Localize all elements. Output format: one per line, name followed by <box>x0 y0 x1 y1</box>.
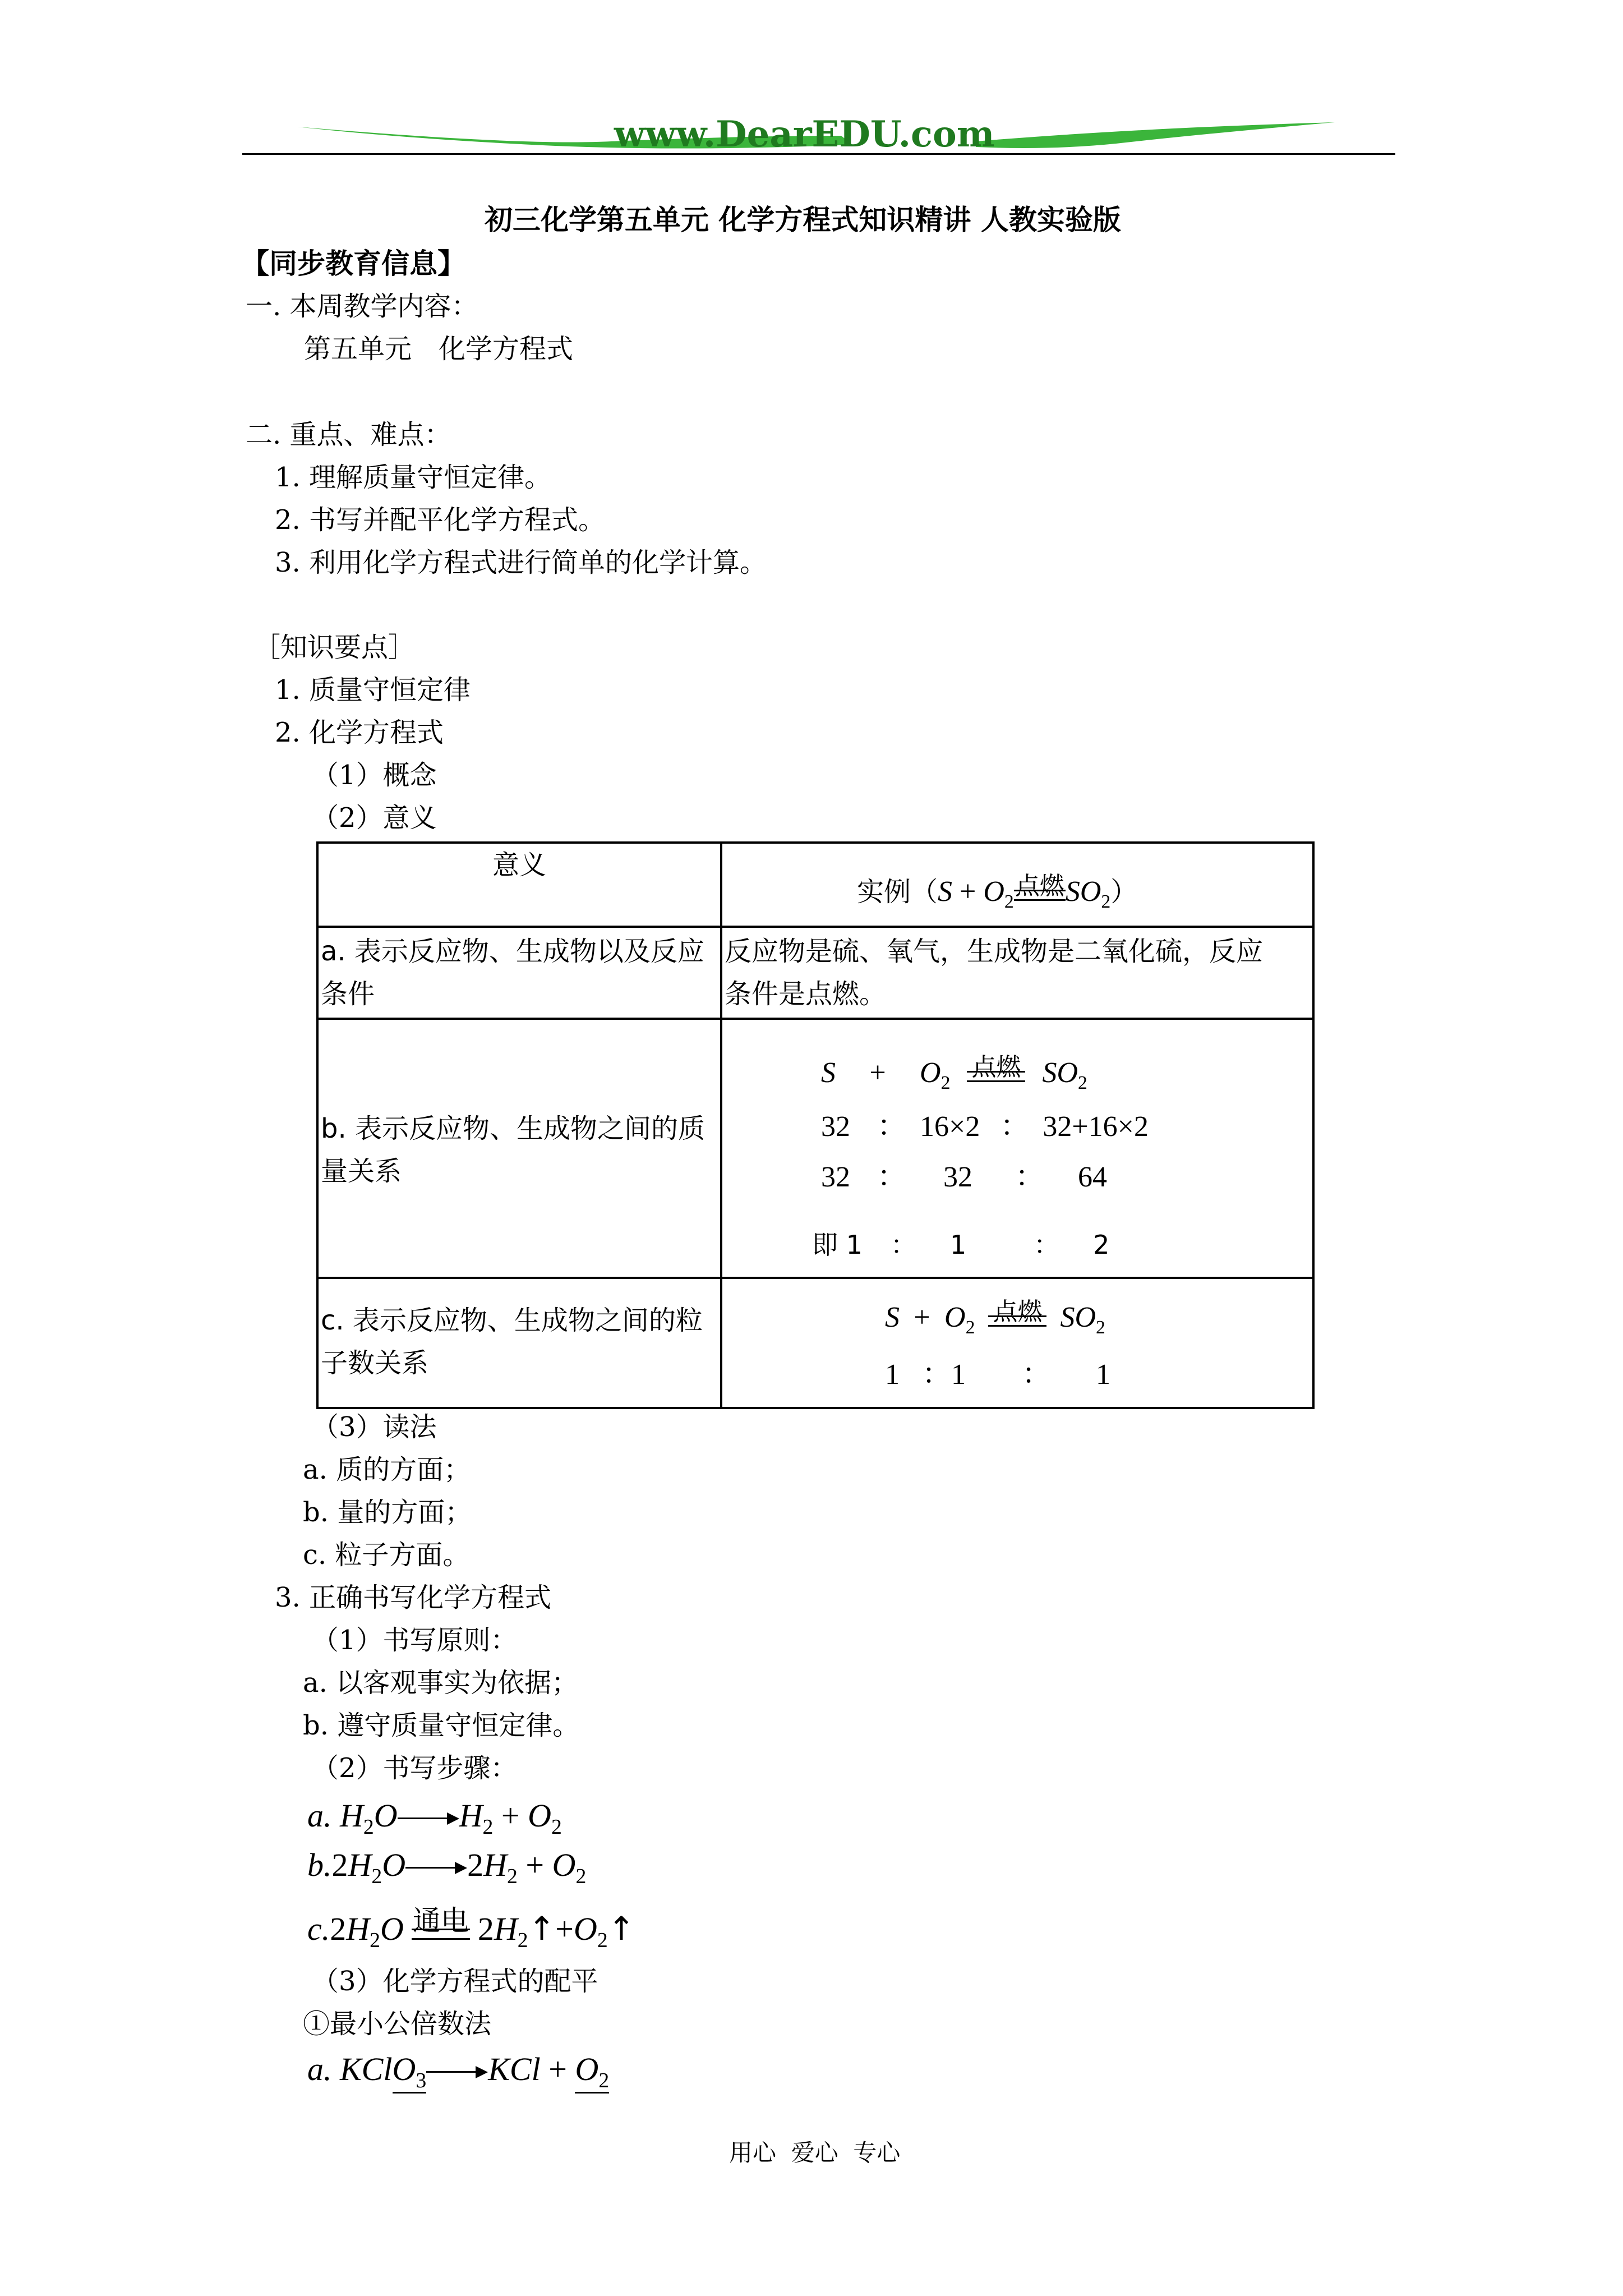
mass1-sep1: ： <box>877 1111 907 1143</box>
row-b-mass-line1 <box>821 1107 1149 1147</box>
mass3-b: 1 <box>949 1230 967 1260</box>
row-a-left-line2: 条件 <box>321 978 375 1010</box>
mass2-a: 32 <box>821 1161 850 1193</box>
mass3-sep1: ： <box>890 1230 916 1260</box>
s2-item-1: 1. 理解质量守恒定律。 <box>275 462 552 493</box>
table-header-example <box>721 843 1313 927</box>
example-prefix: 实例（ <box>857 876 938 908</box>
writing-heading: 3. 正确书写化学方程式 <box>275 1582 552 1613</box>
row-b-mass-line2 <box>821 1158 1107 1197</box>
condition-label: 点燃 <box>1015 872 1064 900</box>
particle-c: 1 <box>1096 1359 1111 1391</box>
knowledge-point-2-1: （1）概念 <box>312 760 437 791</box>
mass2-c: 64 <box>1078 1161 1108 1193</box>
table-header-meaning-text: 意义 <box>492 849 547 881</box>
table-row-c-left <box>317 1278 721 1408</box>
mass1-c: 32+16×2 <box>1043 1111 1149 1143</box>
row-b-condition: 点燃 <box>971 1053 1021 1082</box>
principle-a: a. 以客观事实为依据； <box>303 1667 579 1699</box>
table-row-b-right <box>721 1019 1313 1278</box>
page-title: 初三化学第五单元 化学方程式知识精讲 人教实验版 <box>485 204 1121 236</box>
knowledge-point-1: 1. 质量守恒定律 <box>275 674 471 706</box>
particle-sep: ： <box>1022 1359 1052 1391</box>
steps-heading: （2）书写步骤： <box>312 1752 518 1784</box>
row-b-mass-line3 <box>812 1225 1109 1264</box>
logo-text: www.DearEDU.com <box>614 113 995 155</box>
mass1-sep2: ： <box>1000 1111 1030 1143</box>
section-sync-heading: 【同步教育信息】 <box>241 247 465 280</box>
row-b-left-line2: 量关系 <box>321 1156 402 1187</box>
mass2-sep2: ： <box>1015 1161 1045 1193</box>
page-footer: 用心 爱心 专心 <box>729 2139 901 2166</box>
principle-heading: （1）书写原则： <box>312 1625 518 1656</box>
reading-item-c: c. 粒子方面。 <box>303 1539 470 1571</box>
mass1-b: 16×2 <box>920 1111 980 1143</box>
table-row-c-right <box>721 1278 1313 1408</box>
row-c-particle-line <box>885 1355 1110 1395</box>
mass3-a: 即 1 <box>812 1230 863 1260</box>
row-c-equation: $S + O_2$ 点燃 $SO_2$ <box>885 1297 1105 1338</box>
table-row-b-left <box>317 1019 721 1278</box>
electrolysis-label: 通电 <box>412 1904 469 1937</box>
meaning-table <box>316 841 1315 1409</box>
table-row-a-left <box>317 927 721 1019</box>
row-a-left-line1: a. 表示反应物、生成物以及反应 <box>321 936 704 967</box>
principle-b: b. 遵守质量守恒定律。 <box>303 1710 580 1741</box>
mass3-sep2: ： <box>1034 1230 1060 1260</box>
mass3-c: 2 <box>1093 1230 1110 1260</box>
reading-item-b: b. 量的方面； <box>303 1497 472 1528</box>
mass1-a: 32 <box>821 1111 850 1143</box>
row-c-left-line2: 子数关系 <box>321 1347 429 1379</box>
particle-b: ：1 <box>922 1359 966 1391</box>
mass2-sep1: ： <box>877 1161 907 1193</box>
knowledge-heading: ［知识要点］ <box>253 632 416 663</box>
lcm-equation: a. KClO$_3$ KCl + $O_2$ <box>307 2051 610 2093</box>
lcm-method: ①最小公倍数法 <box>303 2008 492 2040</box>
step-b-equation: $b.2H_2O$ $2H_2 + O_2$ <box>307 1847 587 1889</box>
row-c-condition: 点燃 <box>993 1297 1043 1326</box>
s1-content: 第五单元 化学方程式 <box>304 333 574 365</box>
row-b-left-line1: b. 表示反应物、生成物之间的质 <box>321 1113 705 1144</box>
example-suffix: ） <box>1110 876 1138 908</box>
s2-item-3: 3. 利用化学方程式进行简单的化学计算。 <box>275 547 767 578</box>
header-rule <box>242 153 1395 155</box>
particle-a: 1 <box>885 1359 900 1391</box>
s1-heading: 一. 本周教学内容： <box>246 291 478 322</box>
table-header-example-eq: 实例（$S + O_2$ 点燃 $SO_2$） <box>857 872 1138 912</box>
knowledge-point-2-2: （2）意义 <box>312 802 437 834</box>
reading-heading: （3）读法 <box>312 1411 437 1443</box>
knowledge-point-2: 2. 化学方程式 <box>275 717 444 748</box>
row-a-right-line2: 条件是点燃。 <box>725 978 887 1010</box>
row-b-equation: $S + O_2$ 点燃 $SO_2$ <box>821 1053 1087 1093</box>
step-a-equation: a. $H_2O$ $H_2 + O_2$ <box>307 1797 562 1839</box>
s2-heading: 二. 重点、难点： <box>246 419 451 450</box>
balance-heading: （3）化学方程式的配平 <box>312 1966 598 1997</box>
reading-item-a: a. 质的方面； <box>303 1454 471 1485</box>
row-c-left-line1: c. 表示反应物、生成物之间的粒 <box>321 1305 703 1336</box>
s2-item-2: 2. 书写并配平化学方程式。 <box>275 504 606 536</box>
mass2-b: 32 <box>943 1161 973 1193</box>
row-a-right-line1: 反应物是硫、氧气，生成物是二氧化硫，反应 <box>725 936 1264 967</box>
step-c-equation: $c.2H_2O$ 通电 $2H_2↑+O_2↑$ <box>307 1904 635 1953</box>
table-header-meaning <box>317 843 721 927</box>
table-row-a-right <box>721 927 1313 1019</box>
